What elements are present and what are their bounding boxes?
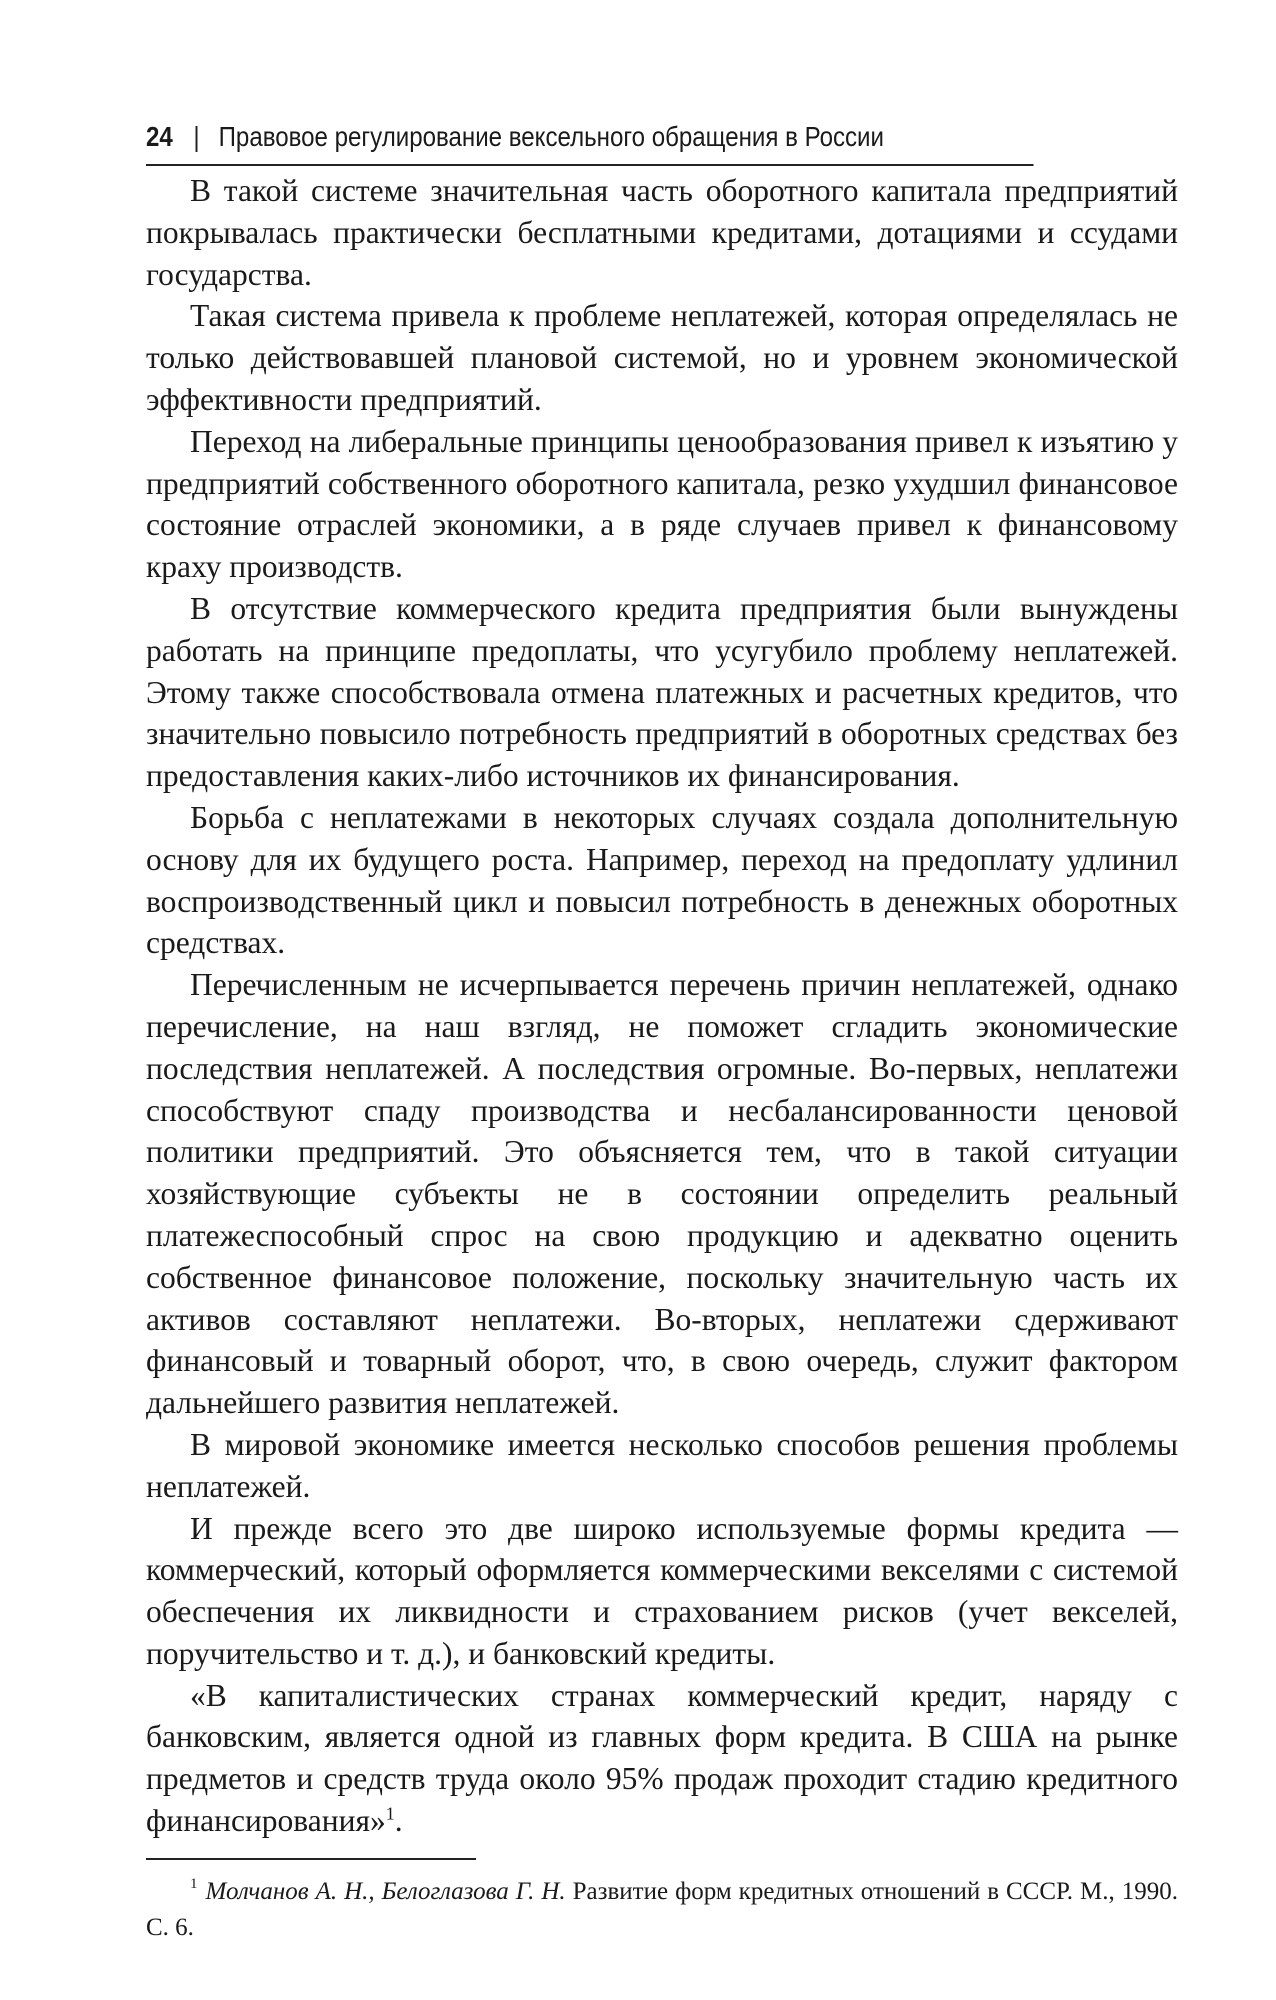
footnote-text: Развитие форм кредитных отношений в СССР. М., 1990. С. 6. [146,1878,1178,1941]
paragraph: Перечисленным не исчерпывается перечень причин неплатежей, однако перечисление, на наш взгляд, не поможет сгладить экономические последствия неплатежей. А последствия огромные. Во-первых, неплатежи способствуют спаду производства и несбалансированности ценовой политики предприятий. Это объясняется тем, что в такой ситуации хозяйствующие субъекты не в состоянии определить реальный платежеспособный спрос на свою продукцию и адекватно оценить собственное финансовое положение, поскольку значительную часть их активов составляют неплатежи. Во-вторых, неплатежи сдерживают финансовый и товарный оборот, что, в свою очередь, служит фактором дальнейшего развития неплатежей. [146,967,1178,1421]
quote-text: «В капиталистических странах коммерческий кредит, наряду с банковским, является одной из главных форм кредита. В США на рынке предметов и средств труда около 95% продаж проходит стадию кредитного финансирования» [146,1677,1178,1839]
page-number: 24 [146,121,173,152]
running-title: Правовое регулирование вексельного обращения в России [218,121,884,152]
main-text [146,170,1178,1842]
footnote [146,1874,1178,1946]
header-separator: | [193,121,200,152]
footnote-mark: 1 [190,1876,198,1892]
paragraph: И прежде всего это две широко используемые формы кредита — коммерческий, который оформляется коммерческими векселями с системой обеспечения их ликвидности и страхованием рисков (учет векселей, поручительство и т. д.), и банковский кредиты. [146,1510,1178,1671]
footnote-reference[interactable]: 1 [385,1803,395,1824]
quote-trailing: . [394,1803,403,1839]
footnote-authors: Молчанов А. Н., Белоглазова Г. Н. [205,1878,566,1905]
footnote-divider [146,1858,476,1860]
paragraph: В такой системе значительная часть оборотного капитала предприятий покрывалась практически бесплатными кредитами, дотациями и ссудами государства. [146,173,1178,292]
paragraph: В отсутствие коммерческого кредита предприятия были вынуждены работать на принципе предоплаты, что усугубило проблему неплатежей. Этому также способствовала отмена платежных и расчетных кредитов, что значительно повысило потребность предприятий в оборотных средствах без предоставления каких-либо источников их финансирования. [146,590,1178,794]
paragraph: Такая система привела к проблеме неплатежей, которая определялась не только действовавшей плановой системой, но и уровнем экономической эффективности предприятий. [146,298,1178,417]
paragraph: В мировой экономике имеется несколько способов решения проблемы неплатежей. [146,1426,1178,1504]
quote-paragraph [146,1675,1178,1842]
paragraph: Переход на либеральные принципы ценообразования привел к изъятию у предприятий собственного оборотного капитала, резко ухудшил финансовое состояние отраслей экономики, а в ряде случаев привел к финансовому краху производств. [146,423,1178,585]
running-header [146,114,1034,166]
paragraph: Борьба с неплатежами в некоторых случаях создала дополнительную основу для их будущего роста. Например, переход на предоплату удлинил воспроизводственный цикл и повысил потребность в денежных оборотных средствах. [146,799,1178,961]
